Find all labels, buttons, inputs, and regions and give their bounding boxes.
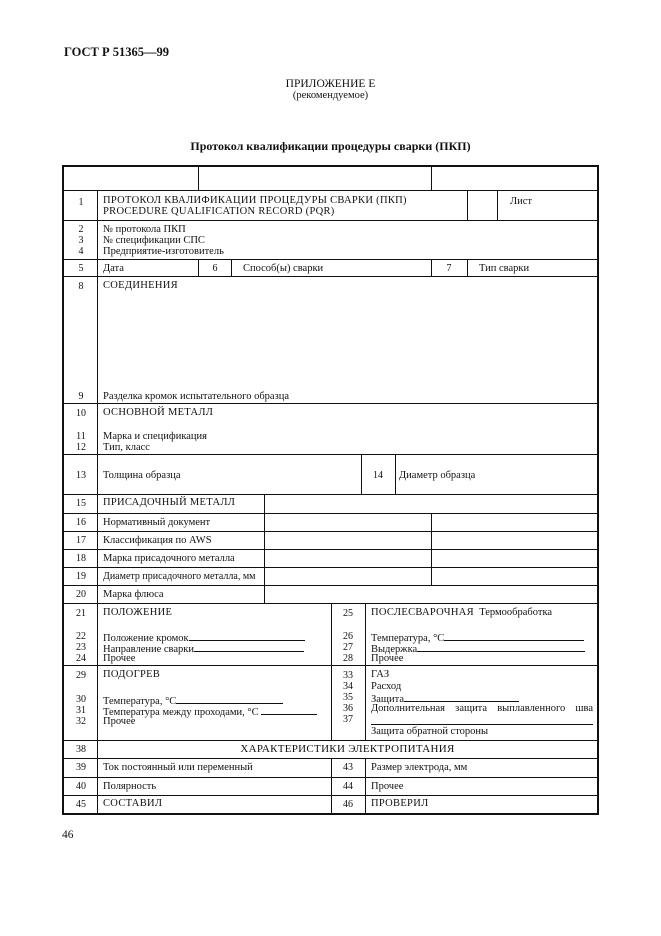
row-number: 5: [78, 263, 84, 274]
power-characteristics-heading: ХАРАКТЕРИСТИКИ ЭЛЕКТРОПИТАНИЯ: [240, 743, 455, 755]
row-number: 20: [76, 589, 86, 600]
pwht-label: ПОСЛЕСВАРОЧНАЯ: [371, 607, 474, 618]
row-number: 9: [78, 391, 84, 402]
row-number: 39: [76, 762, 86, 773]
wps-number-label: № спецификации СПС: [103, 235, 205, 246]
grade-spec-label: Марка и спецификация: [103, 431, 207, 442]
filler-diameter-label: Диаметр присадочного металла, мм: [103, 571, 256, 582]
row-number: 34: [343, 681, 353, 692]
row-number: 21: [76, 608, 86, 619]
type-class-label: Тип, класс: [103, 442, 150, 453]
document-header: ГОСТ Р 51365—99: [64, 45, 170, 59]
row-number: 19: [76, 571, 86, 582]
compiled-by-label: СОСТАВИЛ: [103, 798, 163, 809]
shielding-label: Защита: [371, 694, 405, 705]
row-number: 4: [78, 246, 84, 257]
joints-heading: СОЕДИНЕНИЯ: [103, 280, 178, 291]
gas-flow-label: Расход: [371, 681, 402, 692]
row-number: 22: [76, 631, 86, 642]
preheat-heading: ПОДОГРЕВ: [103, 669, 161, 680]
flux-grade-label: Марка флюса: [103, 589, 164, 600]
position-heading: ПОЛОЖЕНИЕ: [103, 607, 173, 618]
interpass-temperature-label: Температура между проходами, °С: [103, 707, 259, 718]
heat-treatment-label: Термообработка: [479, 607, 553, 618]
row-number: 25: [343, 608, 353, 619]
welding-process-label: Способ(ы) сварки: [243, 263, 324, 274]
gas-heading: ГАЗ: [371, 669, 390, 680]
row-number: 14: [373, 470, 383, 481]
base-metal-heading: ОСНОВНОЙ МЕТАЛЛ: [103, 407, 214, 418]
row-number: 12: [76, 442, 86, 453]
row-number: 13: [76, 470, 86, 481]
preheat-other-label: Прочее: [103, 716, 136, 727]
row-number: 46: [343, 799, 353, 810]
row-number: 8: [78, 281, 84, 292]
row-number: 24: [76, 653, 86, 664]
row-number: 15: [76, 498, 86, 509]
row-number: 16: [76, 517, 86, 528]
welding-direction-label: Направление сварки: [103, 644, 194, 655]
row-number: 18: [76, 553, 86, 564]
pwht-temperature-label: Температура, °С: [371, 633, 445, 644]
row-number: 37: [343, 714, 353, 725]
preheat-temperature-label: Температура, °С: [103, 696, 177, 707]
row-number: 2: [78, 224, 84, 235]
electrode-size-label: Размер электрода, мм: [371, 762, 468, 773]
back-shielding-label: Защита обратной стороны: [371, 726, 489, 737]
specimen-diameter-label: Диаметр образца: [399, 470, 476, 481]
date-label: Дата: [103, 263, 124, 274]
polarity-label: Полярность: [103, 781, 157, 792]
current-type-label: Ток постоянный или переменный: [103, 762, 253, 773]
edge-preparation-label: Разделка кромок испытательного образца: [103, 391, 290, 402]
row-number: 26: [343, 631, 353, 642]
filler-metal-heading: ПРИСАДОЧНЫЙ МЕТАЛЛ: [103, 497, 236, 508]
pwht-heading: [371, 607, 552, 619]
appendix-subtitle: (рекомендуемое): [292, 90, 369, 101]
row-number: 33: [343, 670, 353, 681]
row-number: 3: [78, 235, 84, 246]
row-number: 6: [212, 263, 218, 274]
row-number: 17: [76, 535, 86, 546]
position-other-label: Прочее: [103, 653, 136, 664]
row-number: 28: [343, 653, 353, 664]
row-number: 32: [76, 716, 86, 727]
row-number: 27: [343, 642, 353, 653]
fill-in-line: [194, 642, 304, 652]
pqr-number-label: № протокола ПКП: [103, 224, 186, 235]
row-number: 1: [78, 197, 84, 208]
holding-time-label: Выдержка: [371, 644, 418, 655]
form-title-en: PROCEDURE QUALIFICATION RECORD (PQR): [103, 206, 335, 217]
row-number: 40: [76, 781, 86, 792]
row-number: 11: [76, 431, 86, 442]
page-number: 46: [62, 829, 74, 841]
additional-shielding-label: Дополнительная защита выплавленного шва: [371, 703, 593, 714]
fill-in-line: [176, 694, 283, 704]
row-number: 10: [76, 408, 86, 419]
fill-in-line: [444, 631, 584, 641]
pwht-other-label: Прочее: [371, 653, 404, 664]
edge-position-label: Положение кромок: [103, 633, 189, 644]
fill-in-line: [189, 631, 305, 641]
form-title-ru: ПРОТОКОЛ КВАЛИФИКАЦИИ ПРОЦЕДУРЫ СВАРКИ (ПКП): [103, 195, 407, 206]
page-title: Протокол квалификации процедуры сварки (ПКП): [190, 139, 471, 153]
fill-in-line: [261, 705, 317, 715]
row-number: 44: [343, 781, 353, 792]
normative-doc-label: Нормативный документ: [103, 517, 211, 528]
manufacturer-label: Предприятие-изготовитель: [103, 246, 224, 257]
row-number: 38: [76, 744, 86, 755]
checked-by-label: ПРОВЕРИЛ: [371, 798, 429, 809]
row-number: 45: [76, 799, 86, 810]
row-number: 30: [76, 694, 86, 705]
row-number: 23: [76, 642, 86, 653]
aws-classification-label: Классификация по AWS: [103, 535, 212, 546]
row-number: 36: [343, 703, 353, 714]
row-number: 35: [343, 692, 353, 703]
welding-type-label: Тип сварки: [479, 263, 530, 274]
sheet-label: Лист: [510, 196, 532, 207]
fill-in-line: [417, 642, 585, 652]
fill-in-line[interactable]: [371, 724, 593, 725]
specimen-thickness-label: Толщина образца: [103, 470, 181, 481]
fill-in-line: [404, 692, 519, 702]
row-number: 43: [343, 762, 353, 773]
appendix-title: ПРИЛОЖЕНИЕ Е: [285, 78, 376, 90]
row-number: 31: [76, 705, 86, 716]
row-number: 29: [76, 670, 86, 681]
power-other-label: Прочее: [371, 781, 404, 792]
filler-grade-label: Марка присадочного металла: [103, 553, 235, 564]
row-number: 7: [446, 263, 452, 274]
pqr-form-table: [62, 165, 599, 815]
